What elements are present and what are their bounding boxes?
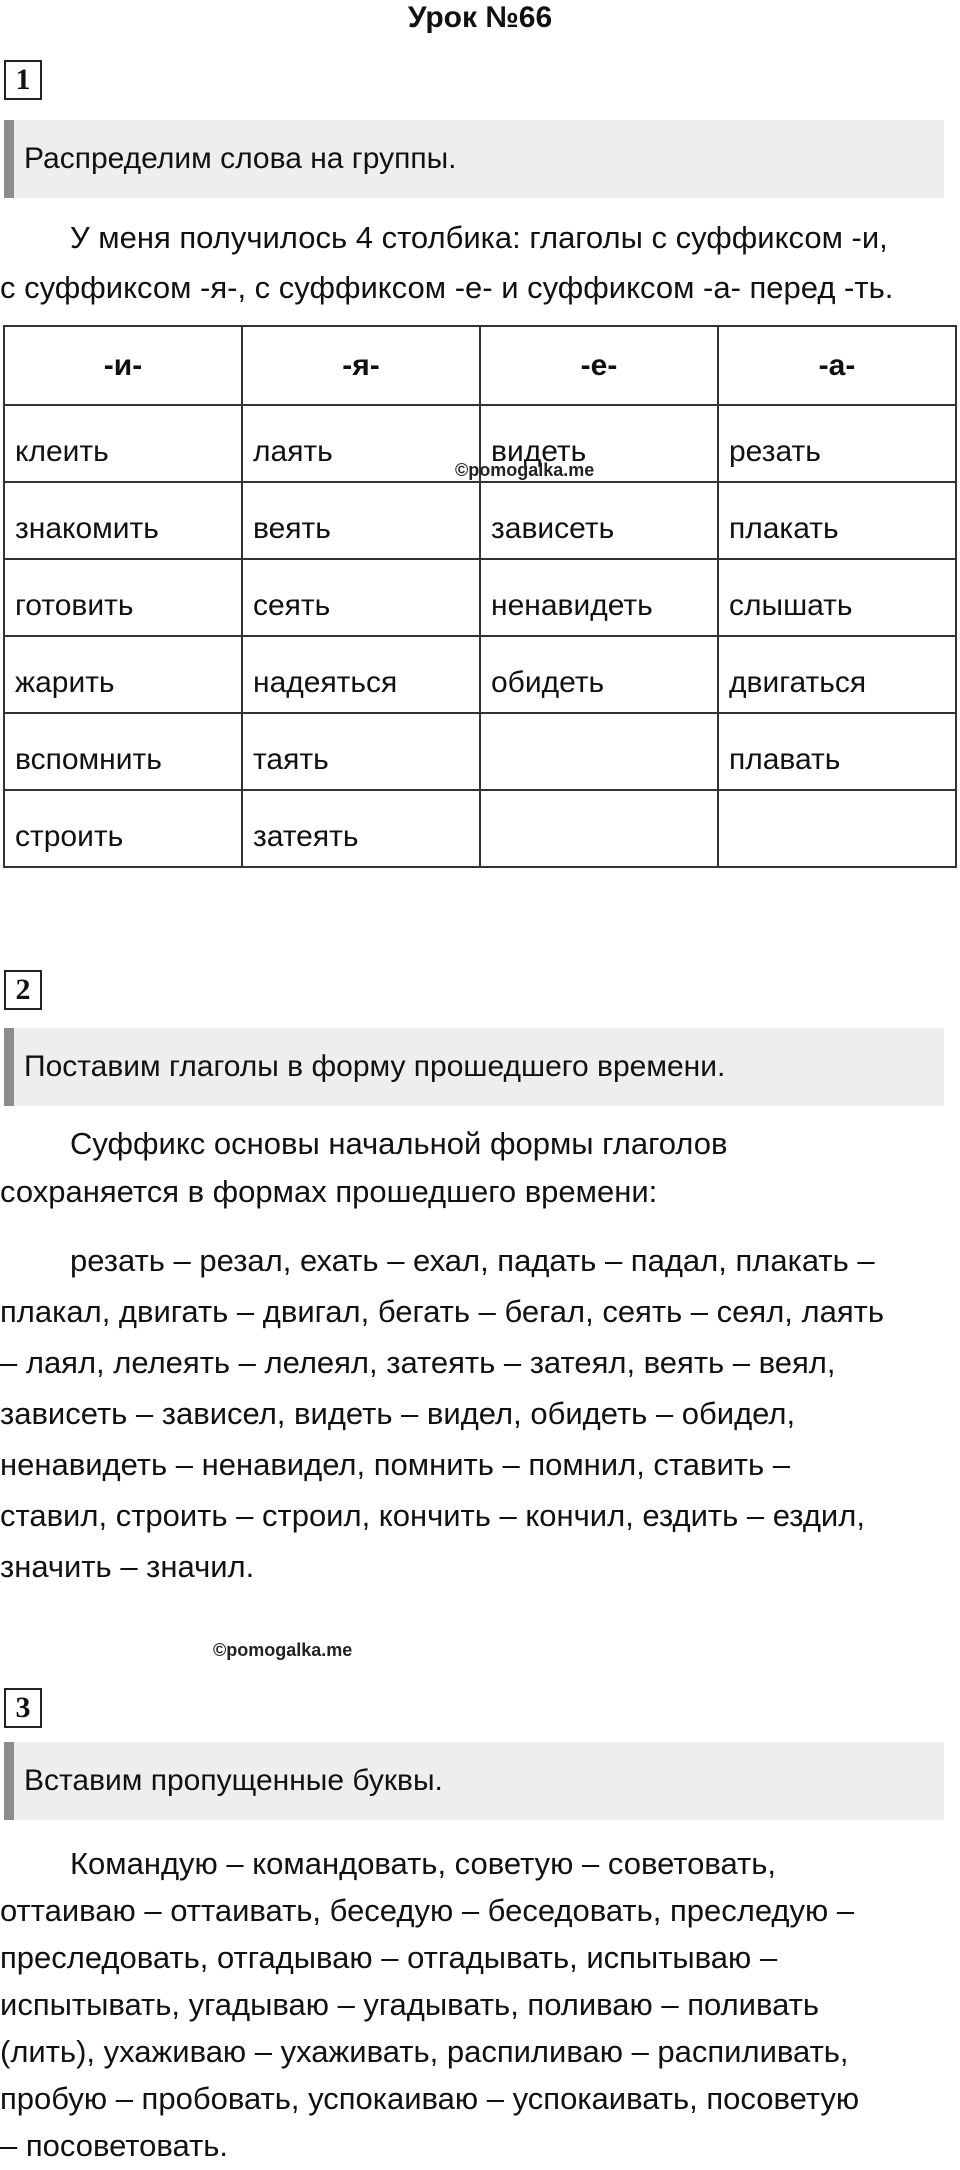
cell-text: сеять: [253, 588, 331, 622]
column-header: -а-: [718, 326, 956, 405]
cell-text: клеить: [15, 434, 109, 468]
task1-intro: [0, 213, 956, 313]
table-cell: [480, 713, 718, 790]
cell-text: готовить: [15, 588, 134, 622]
task1-intro-line-1: У меня получилось 4 столбика: глаголы с суффиксом -и,: [70, 220, 888, 255]
cell-text: строить: [15, 819, 124, 853]
column-header: -е-: [480, 326, 718, 405]
cell-text: резать: [729, 434, 821, 468]
task-heading-1: Распределим слова на группы.: [4, 120, 944, 198]
cell-text: жарить: [15, 665, 115, 699]
table-cell: [718, 713, 956, 790]
table-cell: [4, 482, 242, 559]
table-row: [4, 559, 956, 636]
lesson-title: Урок №66: [407, 1, 553, 34]
cell-text: плакать: [729, 511, 839, 545]
cell-text: плавать: [729, 742, 841, 776]
answer-line: испытывать, угадываю – угадывать, поливаю – поливать: [0, 1987, 820, 2022]
table-row: [4, 636, 956, 713]
cell-text: таять: [253, 742, 329, 776]
cell-text: веять: [253, 511, 331, 545]
table-cell: [4, 636, 242, 713]
cell-text: надеяться: [253, 665, 398, 699]
watermark: ©pomogalka.me: [455, 460, 595, 480]
verb-groups-table: [3, 325, 957, 868]
answer-line: – лаял, лелеять – лелеял, затеять – затеял, веять – веял,: [0, 1345, 836, 1380]
answer-line: плакал, двигать – двигал, бегать – бегал, сеять – сеял, лаять: [0, 1294, 884, 1329]
table-cell: [242, 559, 480, 636]
table-cell: [718, 636, 956, 713]
answer-line: значить – значил.: [0, 1549, 255, 1584]
answer-line: зависеть – зависел, видеть – видел, обидеть – обидел,: [0, 1396, 796, 1431]
table-cell: [4, 790, 242, 867]
table-cell: [718, 559, 956, 636]
answer-line: (лить), ухаживаю – ухаживать, распиливаю – распиливать,: [0, 2034, 849, 2069]
table-cell: [480, 482, 718, 559]
task-number-2: 2: [4, 970, 42, 1010]
cell-text: вспомнить: [15, 742, 162, 776]
cell-text: затеять: [253, 819, 359, 853]
table-cell: [4, 559, 242, 636]
table-cell: [480, 790, 718, 867]
table-cell: [718, 482, 956, 559]
cell-text: знакомить: [15, 511, 159, 545]
task3-answer: [0, 1840, 956, 2169]
cell-text: слышать: [729, 588, 853, 622]
answer-line: оттаиваю – оттаивать, беседую – беседовать, преследую –: [0, 1893, 855, 1928]
table-cell: [480, 636, 718, 713]
cell-text: обидеть: [491, 665, 605, 699]
table-row: [4, 713, 956, 790]
table-cell: [242, 636, 480, 713]
answer-line: ненавидеть – ненавидел, помнить – помнил, ставить –: [0, 1447, 791, 1482]
task2-answer: [0, 1235, 956, 1592]
table-row: [4, 790, 956, 867]
table-cell: [718, 405, 956, 482]
table-cell: [480, 559, 718, 636]
table-row: [4, 482, 956, 559]
cell-text: зависеть: [491, 511, 615, 545]
task2-intro-line-1: Суффикс основы начальной формы глаголов: [70, 1126, 728, 1161]
table-cell: [242, 790, 480, 867]
task-heading-3: Вставим пропущенные буквы.: [4, 1742, 944, 1820]
answer-line: ставил, строить – строил, кончить – кончил, ездить – ездил,: [0, 1498, 865, 1533]
table-cell: [4, 405, 242, 482]
task2-intro-line-2: сохраняется в формах прошедшего времени:: [0, 1174, 658, 1209]
watermark: ©pomogalka.me: [213, 1640, 353, 1660]
answer-line: – посоветовать.: [0, 2128, 229, 2163]
table-cell: [242, 482, 480, 559]
cell-text: лаять: [253, 434, 333, 468]
table-cell: [242, 405, 480, 482]
answer-line: резать – резал, ехать – ехал, падать – падал, плакать –: [70, 1243, 875, 1278]
answer-line: пробую – пробовать, успокаиваю – успокаивать, посоветую: [0, 2081, 860, 2116]
cell-text: ненавидеть: [491, 588, 653, 622]
table-cell: [242, 713, 480, 790]
cell-text: двигаться: [729, 665, 867, 699]
task1-intro-line-2: с суффиксом -я-, с суффиксом -е- и суффиксом -а- перед -ть.: [0, 270, 894, 305]
column-header: -и-: [4, 326, 242, 405]
task-number-3: 3: [4, 1688, 42, 1728]
cell-text: видеть: [491, 434, 587, 468]
answer-line: Командую – командовать, советую – советовать,: [70, 1846, 777, 1881]
task2-intro: [0, 1120, 956, 1216]
table-cell: [4, 713, 242, 790]
task-heading-2: Поставим глаголы в форму прошедшего времени.: [4, 1028, 944, 1106]
task-number-1: 1: [4, 60, 42, 100]
answer-line: преследовать, отгадываю – отгадывать, испытываю –: [0, 1940, 778, 1975]
table-header-row: [4, 326, 956, 405]
table-cell: [718, 790, 956, 867]
column-header: -я-: [242, 326, 480, 405]
